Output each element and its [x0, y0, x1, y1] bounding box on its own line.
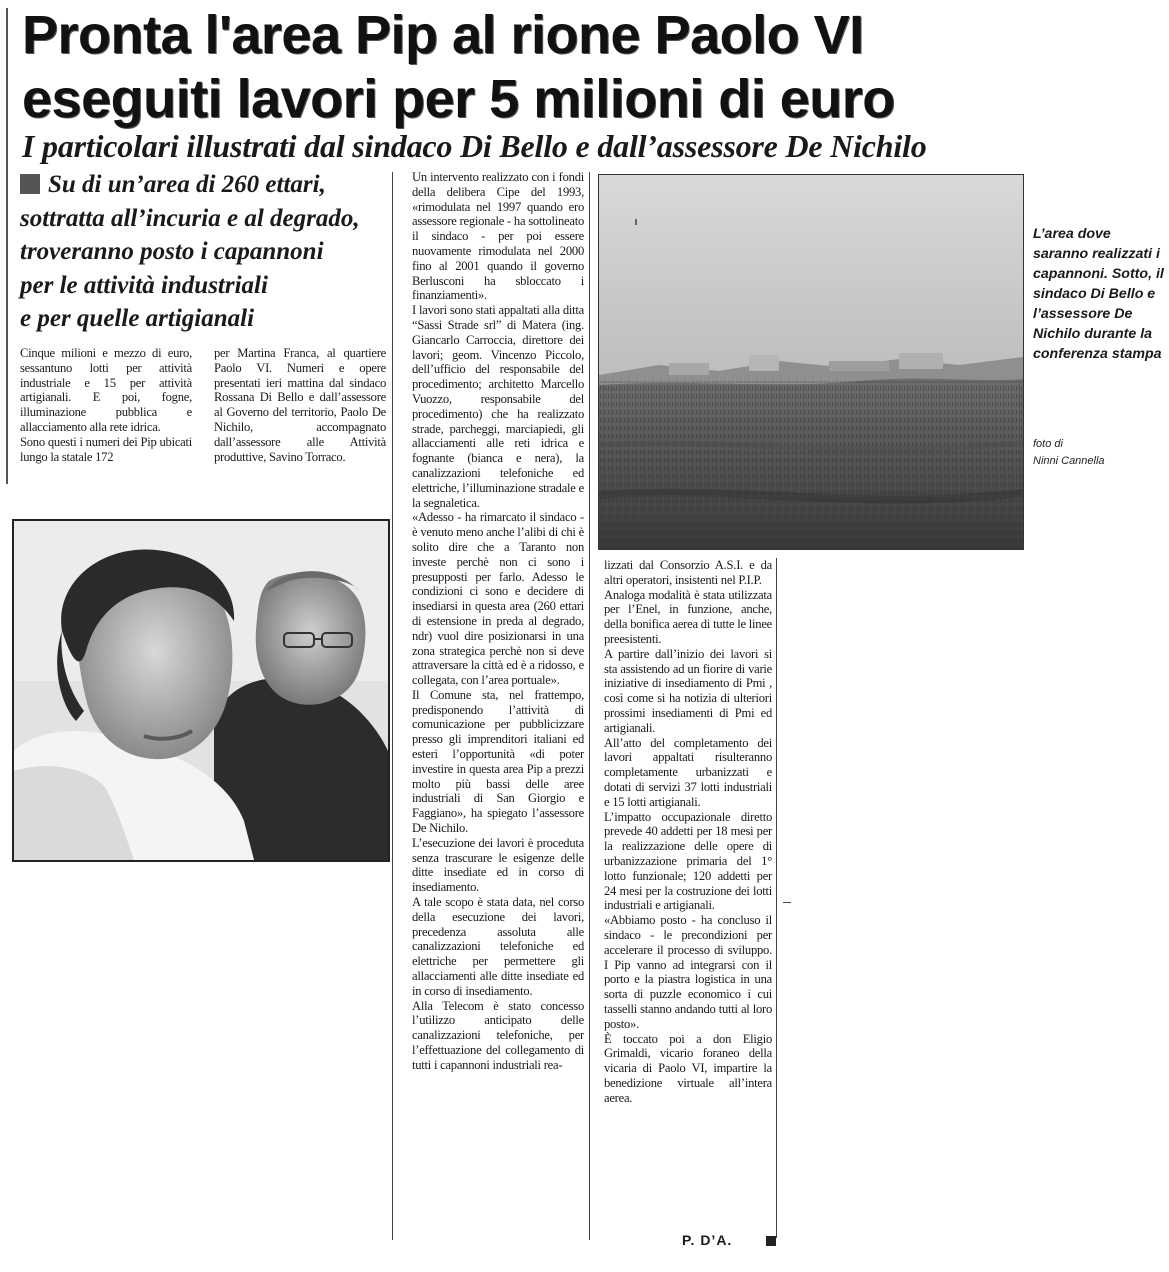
article-column-4	[604, 558, 772, 1105]
paragraph: L’impatto occupazionale diretto prevede 40 addetti per 18 mesi per la realizzazione delle opere di urbanizzazione primaria del 1° lotto funzionale; 120 addetti per 24 mesi per la costruzione dei lotti industriali e artigianali.	[604, 809, 772, 913]
kicker	[20, 168, 410, 336]
article-column-2	[214, 346, 386, 464]
people-photo-image	[14, 521, 388, 860]
column-rule	[589, 172, 590, 1240]
photo-credit	[1033, 436, 1165, 470]
author-signature: P. D’A.	[682, 1232, 733, 1248]
paragraph: A tale scopo è stata data, nel corso della esecuzione dei lavori, precedenza assoluta alle canalizzazioni telefoniche ed elettriche per permettere gli allacciamenti alle ditte insediate ed in corso di insediamento.	[412, 895, 584, 998]
subtitle: I particolari illustrati dal sindaco Di Bello e dall’assessore De Nichilo	[22, 128, 927, 164]
article-column-3	[412, 170, 584, 1073]
landscape-photo-image	[599, 175, 1023, 549]
kicker-line: troveranno posto i capannoni	[20, 238, 324, 265]
photo-caption: L’area dove saranno realizzati i capannoni. Sotto, il sindaco Di Bello e l’assessore De Nichilo durante la conferenza stampa	[1033, 226, 1164, 362]
headline-line-2: eseguiti lavori per 5 milioni di euro	[22, 69, 895, 129]
paragraph: A partire dall’inizio dei lavori si sta assistendo ad un fiorire di varie iniziative di insediamento di Pmi , così come si ha notizia di ulteriori prossimi insediamenti di Pmi ed artigianali.	[604, 646, 772, 735]
kicker-line: sottratta all’incuria e al degrado,	[20, 204, 360, 232]
paragraph: Un intervento realizzato con i fondi della delibera Cipe del 1993, «rimodulata nel 1997 quando ero assessore regionale - ha sottolineato il sindaco - per poi essere nuovamente rimodulata nel 2000 fino al 2001 quando il governo Berlusconi ha sbloccato i finanziamenti».	[412, 170, 584, 303]
photographer-name: Ninni Cannella	[1033, 455, 1105, 467]
paragraph: Analoga modalità è stata utilizzata per l’Enel, in funzione, anche, della bonifica aerea di tutte le linee preesistenti.	[604, 587, 772, 646]
paragraph: lizzati dal Consorzio A.S.I. e da altri operatori, insistenti nel P.I.P.	[604, 558, 772, 587]
paragraph: Alla Telecom è stato concesso l’utilizzo anticipato delle canalizzazioni telefoniche, per l’effettuazione del collegamento di tutti i capannoni industriali rea-	[412, 998, 584, 1072]
column-rule	[392, 172, 393, 1240]
kicker-line	[20, 168, 410, 202]
landscape-photo	[598, 174, 1024, 550]
article-column-1	[20, 346, 192, 464]
kicker-line: per le attività industriali	[20, 271, 268, 299]
paragraph: L’esecuzione dei lavori è proceduta senza trascurare le esigenze delle ditte insediate ed in corso di insediamento.	[412, 835, 584, 895]
headline-line-1: Pronta l'area Pip al rione Paolo VI	[22, 5, 864, 65]
paragraph: «Abbiamo posto - ha concluso il sindaco - le precondizioni per accelerare il processo di sviluppo. I Pip vanno ad integrarsi con il porto e la piastra logistica in una sorta di puzzle economico i cui tasselli stanno andando tutti al loro posto».	[604, 913, 772, 1031]
column-rule	[776, 558, 777, 1238]
kicker-line: e per quelle artigianali	[20, 305, 255, 332]
paragraph: All’atto del completamento dei lavori appaltati risulteranno completamente urbanizzati e dotati di servizi 37 lotti industriali e 15 lotti artigianali.	[604, 735, 772, 809]
kicker-text: Su di un’area di 260 ettari,	[48, 171, 326, 198]
left-margin-rule	[6, 8, 8, 484]
bullet-square-icon	[20, 174, 40, 194]
margin-mark	[783, 902, 791, 903]
paragraph: Sono questi i numeri dei Pip ubicati lungo la statale 172	[20, 434, 192, 464]
end-square-icon	[766, 1236, 776, 1246]
paragraph: per Martina Franca, al quartiere Paolo VI. Numeri e opere presentati ieri mattina dal sindaco Rossana Di Bello e dall’assessore al Governo del territorio, Paolo De Nichilo, accompagnato dall’assessore alle Attività produttive, Savino Torraco.	[214, 346, 386, 464]
paragraph: Il Comune sta, nel frattempo, predisponendo l’attività di comunicazione per pubblicizzare presso gli imprenditori italiani ed esteri l’opportunità «di poter investire in questa area Pip a prezzi molto più bassi delle aree industriali di San Giorgio e Faggiano», ha spiegato l’assessore De Nichilo.	[412, 687, 584, 836]
paragraph: I lavori sono stati appaltati alla ditta “Sassi Strade srl” di Matera (ing. Giancarlo Carroccia, direttore dei lavori; geom. Vincenzo Piccolo, dell’ufficio del responsabile del procedimento; architetto Marcello Vuozzo, responsabile del procedimento) che ha realizzato strade, parcheggi, marciapiedi, gli allacciamenti alle reti idrica e fognante (bianca e nera), la canalizzazioni telefoniche ed elettriche, l’illuminazione stradale e la segnaletica.	[412, 303, 584, 510]
paragraph: Cinque milioni e mezzo di euro, sessantuno lotti per attività industriale e 15 per attività artigianali. E poi, fogne, illuminazione pubblica e allacciamento alla rete idrica.	[20, 346, 192, 434]
photo-credit-label: foto di	[1033, 438, 1063, 450]
paragraph: «Adesso - ha rimarcato il sindaco - è venuto meno anche l’alibi di chi è solito dire che a Taranto non investe perchè non ci sono i presupposti per farlo. Adesso le condizioni ci sono e decidere di insediarsi in questa area (260 ettari di estensione in preda al degrado, ndr) vuol dire posizionarsi in una zona strategica perchè non si deve attraversare la città ed è a ridosso, e collegata, con l’area portuale».	[412, 510, 584, 688]
paragraph: È toccato poi a don Eligio Grimaldi, vicario foraneo della vicaria di Paolo VI, impartire la benedizione virtuale all’intera aerea.	[604, 1031, 772, 1105]
people-photo	[12, 519, 390, 862]
